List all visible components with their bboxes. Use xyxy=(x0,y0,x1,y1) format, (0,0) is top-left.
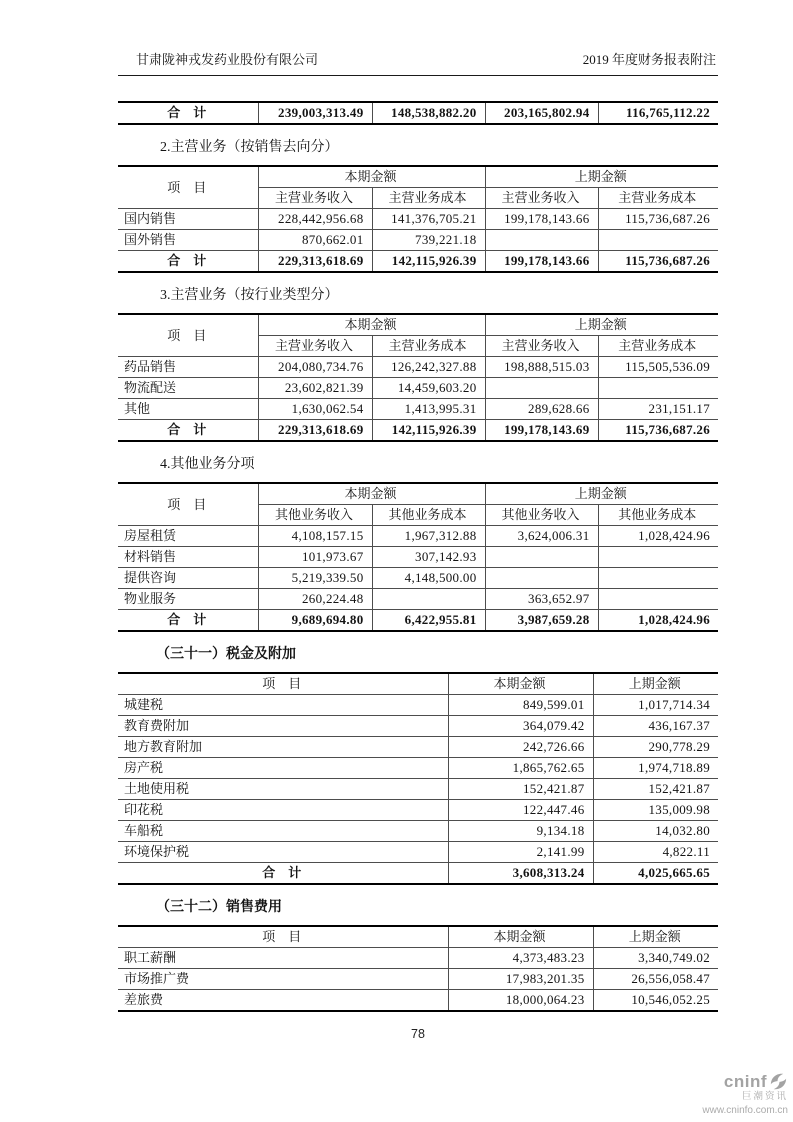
cell-value: 10,546,052.25 xyxy=(593,990,718,1012)
row-label: 差旅费 xyxy=(118,990,448,1012)
cell-value: 122,447.46 xyxy=(448,800,593,821)
row-label: 教育费附加 xyxy=(118,716,448,737)
col-subheader-income: 其他业务收入 xyxy=(485,505,598,526)
cell-value xyxy=(598,547,718,568)
cell-value: 152,421.87 xyxy=(593,779,718,800)
cell-value xyxy=(372,589,485,610)
cell-value: 126,242,327.88 xyxy=(372,357,485,378)
cell-value: 135,009.98 xyxy=(593,800,718,821)
cell-value: 6,422,955.81 xyxy=(372,610,485,632)
col-subheader-income: 主营业务收入 xyxy=(258,336,372,357)
table-row xyxy=(118,526,718,547)
col-header-prior-period: 上期金额 xyxy=(485,166,718,188)
main-business-by-destination-table xyxy=(118,165,718,273)
cell-value: 115,736,687.26 xyxy=(598,251,718,273)
col-subheader-income: 主营业务收入 xyxy=(485,188,598,209)
row-label: 印花税 xyxy=(118,800,448,821)
cell-value xyxy=(598,378,718,399)
cell-value: 1,865,762.65 xyxy=(448,758,593,779)
cell-value: 199,178,143.66 xyxy=(485,209,598,230)
col-header-current-period: 本期金额 xyxy=(258,483,485,505)
col-header-current-period: 本期金额 xyxy=(258,166,485,188)
cell-value: 1,413,995.31 xyxy=(372,399,485,420)
table-row xyxy=(118,357,718,378)
company-name: 甘肃陇神戎发药业股份有限公司 xyxy=(136,52,319,67)
col-subheader-cost: 主营业务成本 xyxy=(598,336,718,357)
col-header-item: 项 目 xyxy=(118,166,258,209)
cell-value: 4,025,665.65 xyxy=(593,863,718,885)
cell-value: 115,736,687.26 xyxy=(598,209,718,230)
row-label: 合 计 xyxy=(118,102,258,124)
cell-value: 203,165,802.94 xyxy=(485,102,598,124)
cell-value xyxy=(485,230,598,251)
table-row xyxy=(118,779,718,800)
cell-value: 148,538,882.20 xyxy=(372,102,485,124)
cell-value xyxy=(485,378,598,399)
table-row xyxy=(118,547,718,568)
document-header xyxy=(118,0,718,76)
col-header-current-period: 本期金额 xyxy=(448,926,593,948)
col-subheader-income: 主营业务收入 xyxy=(485,336,598,357)
cell-value: 23,602,821.39 xyxy=(258,378,372,399)
row-label: 环境保护税 xyxy=(118,842,448,863)
row-label: 合 计 xyxy=(118,610,258,632)
cell-value: 436,167.37 xyxy=(593,716,718,737)
cell-value: 228,442,956.68 xyxy=(258,209,372,230)
table-row xyxy=(118,842,718,863)
col-subheader-cost: 主营业务成本 xyxy=(372,188,485,209)
col-header-prior-period: 上期金额 xyxy=(593,926,718,948)
col-header-current-period: 本期金额 xyxy=(258,314,485,336)
col-header-item: 项 目 xyxy=(118,314,258,357)
cell-value: 1,974,718.89 xyxy=(593,758,718,779)
col-header-item: 项 目 xyxy=(118,673,448,695)
cell-value: 116,765,112.22 xyxy=(598,102,718,124)
page-number: 78 xyxy=(411,1027,425,1041)
cell-value: 26,556,058.47 xyxy=(593,969,718,990)
cell-value: 4,148,500.00 xyxy=(372,568,485,589)
table-row xyxy=(118,800,718,821)
page-content xyxy=(118,0,718,1041)
cninfo-logo-text: cninf xyxy=(723,1072,767,1091)
cninfo-logo xyxy=(678,1072,788,1116)
col-subheader-cost: 主营业务成本 xyxy=(598,188,718,209)
cell-value xyxy=(485,568,598,589)
row-label: 药品销售 xyxy=(118,357,258,378)
cell-value: 1,028,424.96 xyxy=(598,610,718,632)
cell-value: 142,115,926.39 xyxy=(372,420,485,442)
row-label: 车船税 xyxy=(118,821,448,842)
section-title-main-business-industry: 3.主营业务（按行业类型分） xyxy=(160,288,339,303)
col-subheader-cost: 其他业务成本 xyxy=(598,505,718,526)
cell-value: 739,221.18 xyxy=(372,230,485,251)
cninfo-logo-row xyxy=(724,1072,788,1091)
cell-value: 3,608,313.24 xyxy=(448,863,593,885)
section-title-selling-expenses: （三十二）销售费用 xyxy=(156,900,282,915)
row-label: 房屋租赁 xyxy=(118,526,258,547)
col-header-item: 项 目 xyxy=(118,483,258,526)
cell-value: 239,003,313.49 xyxy=(258,102,372,124)
cninfo-url: www.cninfo.com.cn xyxy=(702,1104,788,1116)
table-total-row xyxy=(118,102,718,124)
cell-value: 870,662.01 xyxy=(258,230,372,251)
other-business-table xyxy=(118,482,718,632)
row-label: 合 计 xyxy=(118,863,448,885)
table-row xyxy=(118,737,718,758)
row-label: 合 计 xyxy=(118,420,258,442)
cell-value: 229,313,618.69 xyxy=(258,251,372,273)
table-total-row xyxy=(118,251,718,273)
table-row xyxy=(118,969,718,990)
section-title-taxes-surcharges: （三十一）税金及附加 xyxy=(156,647,296,662)
col-subheader-cost: 其他业务成本 xyxy=(372,505,485,526)
cell-value: 115,736,687.26 xyxy=(598,420,718,442)
main-business-by-industry-table xyxy=(118,313,718,442)
carryover-total-table xyxy=(118,101,718,125)
row-label: 物流配送 xyxy=(118,378,258,399)
cell-value: 142,115,926.39 xyxy=(372,251,485,273)
row-label: 地方教育附加 xyxy=(118,737,448,758)
cell-value: 14,459,603.20 xyxy=(372,378,485,399)
section-title-main-business-destination: 2.主营业务（按销售去向分） xyxy=(160,140,339,155)
cell-value: 4,373,483.23 xyxy=(448,948,593,969)
cell-value: 849,599.01 xyxy=(448,695,593,716)
row-label: 物业服务 xyxy=(118,589,258,610)
row-label: 土地使用税 xyxy=(118,779,448,800)
row-label: 职工薪酬 xyxy=(118,948,448,969)
table-row xyxy=(118,230,718,251)
row-label: 提供咨询 xyxy=(118,568,258,589)
table-row xyxy=(118,695,718,716)
row-label: 城建税 xyxy=(118,695,448,716)
cell-value: 152,421.87 xyxy=(448,779,593,800)
cell-value: 9,689,694.80 xyxy=(258,610,372,632)
cell-value: 364,079.42 xyxy=(448,716,593,737)
cninfo-swirl-icon xyxy=(769,1072,788,1091)
table-total-row xyxy=(118,863,718,885)
table-total-row xyxy=(118,420,718,442)
cell-value: 1,017,714.34 xyxy=(593,695,718,716)
cell-value: 1,630,062.54 xyxy=(258,399,372,420)
cell-value: 115,505,536.09 xyxy=(598,357,718,378)
cell-value: 363,652.97 xyxy=(485,589,598,610)
row-label: 房产税 xyxy=(118,758,448,779)
cell-value: 141,376,705.21 xyxy=(372,209,485,230)
table-row xyxy=(118,589,718,610)
row-label: 材料销售 xyxy=(118,547,258,568)
cell-value xyxy=(598,568,718,589)
row-label: 其他 xyxy=(118,399,258,420)
col-header-prior-period: 上期金额 xyxy=(593,673,718,695)
selling-expenses-table xyxy=(118,925,718,1012)
section-title-other-business: 4.其他业务分项 xyxy=(160,457,255,472)
table-row xyxy=(118,378,718,399)
table-row xyxy=(118,758,718,779)
document-title: 2019 年度财务报表附注 xyxy=(582,52,716,67)
cell-value: 289,628.66 xyxy=(485,399,598,420)
cell-value: 4,108,157.15 xyxy=(258,526,372,547)
cell-value: 199,178,143.66 xyxy=(485,251,598,273)
cell-value xyxy=(598,589,718,610)
cell-value: 4,822.11 xyxy=(593,842,718,863)
cell-value: 3,624,006.31 xyxy=(485,526,598,547)
col-header-current-period: 本期金额 xyxy=(448,673,593,695)
table-total-row xyxy=(118,610,718,632)
col-header-prior-period: 上期金额 xyxy=(485,314,718,336)
cell-value: 290,778.29 xyxy=(593,737,718,758)
row-label: 市场推广费 xyxy=(118,969,448,990)
cell-value: 1,967,312.88 xyxy=(372,526,485,547)
table-row xyxy=(118,821,718,842)
cell-value: 307,142.93 xyxy=(372,547,485,568)
table-row xyxy=(118,716,718,737)
table-row xyxy=(118,990,718,1012)
taxes-surcharges-table xyxy=(118,672,718,885)
cell-value: 5,219,339.50 xyxy=(258,568,372,589)
cell-value: 231,151.17 xyxy=(598,399,718,420)
col-subheader-income: 主营业务收入 xyxy=(258,188,372,209)
cell-value: 1,028,424.96 xyxy=(598,526,718,547)
row-label: 国内销售 xyxy=(118,209,258,230)
table-row xyxy=(118,568,718,589)
cell-value: 242,726.66 xyxy=(448,737,593,758)
table-row xyxy=(118,399,718,420)
cninfo-caption: 巨潮资讯 xyxy=(741,1091,788,1103)
cell-value: 18,000,064.23 xyxy=(448,990,593,1012)
table-row xyxy=(118,948,718,969)
row-label: 合 计 xyxy=(118,251,258,273)
col-subheader-cost: 主营业务成本 xyxy=(372,336,485,357)
cell-value: 17,983,201.35 xyxy=(448,969,593,990)
cell-value: 3,987,659.28 xyxy=(485,610,598,632)
cell-value: 198,888,515.03 xyxy=(485,357,598,378)
row-label: 国外销售 xyxy=(118,230,258,251)
cell-value xyxy=(598,230,718,251)
cell-value: 101,973.67 xyxy=(258,547,372,568)
table-row xyxy=(118,209,718,230)
cell-value: 229,313,618.69 xyxy=(258,420,372,442)
cell-value: 2,141.99 xyxy=(448,842,593,863)
cell-value: 3,340,749.02 xyxy=(593,948,718,969)
cell-value: 260,224.48 xyxy=(258,589,372,610)
col-subheader-income: 其他业务收入 xyxy=(258,505,372,526)
cell-value: 204,080,734.76 xyxy=(258,357,372,378)
col-header-prior-period: 上期金额 xyxy=(485,483,718,505)
col-header-item: 项 目 xyxy=(118,926,448,948)
cell-value xyxy=(485,547,598,568)
cell-value: 199,178,143.69 xyxy=(485,420,598,442)
cell-value: 14,032.80 xyxy=(593,821,718,842)
cell-value: 9,134.18 xyxy=(448,821,593,842)
